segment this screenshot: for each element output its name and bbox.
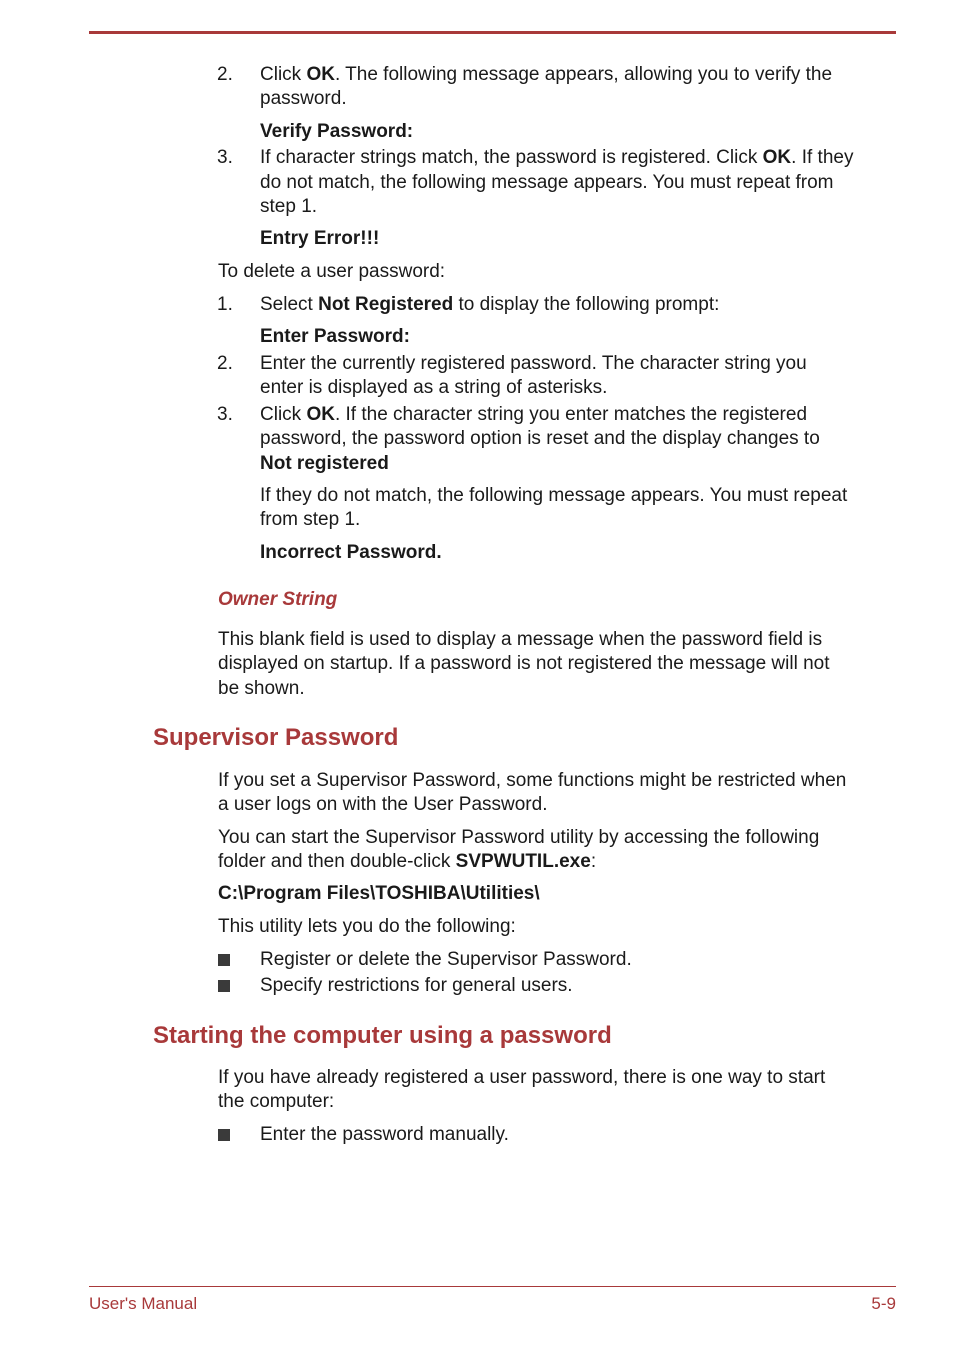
paragraph: This blank field is used to display a message when the password field is xyxy=(218,629,823,650)
step-text: do not match, the following message appears. You must repeat from xyxy=(260,172,834,193)
footer-title: User's Manual xyxy=(89,1294,198,1313)
step-text: Select Not Registered to display the following prompt: xyxy=(260,294,720,315)
step-text: If character strings match, the password is registered. Click OK. If they xyxy=(260,147,854,168)
step-text: step 1. xyxy=(260,196,318,217)
section-heading: Starting the computer using a password xyxy=(153,1022,612,1049)
message-text: Incorrect Password. xyxy=(260,542,442,563)
paragraph: This utility lets you do the following: xyxy=(218,916,516,937)
bullet-square-icon xyxy=(218,1129,230,1141)
paragraph: You can start the Supervisor Password utility by accessing the following xyxy=(218,827,820,848)
paragraph: the computer: xyxy=(218,1091,335,1112)
list-number: 3. xyxy=(217,404,233,425)
step-text: password. xyxy=(260,88,347,109)
list-number: 1. xyxy=(217,294,233,315)
step-text: Click OK. If the character string you enter matches the registered xyxy=(260,404,808,425)
message-text: Entry Error!!! xyxy=(260,228,380,249)
list-number: 3. xyxy=(217,147,233,168)
paragraph: from step 1. xyxy=(260,509,361,530)
step-text: Not registered xyxy=(260,453,389,474)
paragraph: If they do not match, the following message appears. You must repeat xyxy=(260,485,848,506)
step-text: Enter the currently registered password. The character string you xyxy=(260,353,807,374)
message-text: Verify Password: xyxy=(260,121,414,142)
list-item: Register or delete the Supervisor Password. xyxy=(260,949,632,970)
paragraph: folder and then double-click SVPWUTIL.exe: xyxy=(218,851,597,872)
paragraph: If you have already registered a user password, there is one way to start xyxy=(218,1067,826,1088)
subsection-heading: Owner String xyxy=(218,589,338,610)
section-heading: Supervisor Password xyxy=(153,724,399,751)
step-text: enter is displayed as a string of asterisks. xyxy=(260,377,608,398)
footer-rule xyxy=(89,1286,896,1287)
paragraph: displayed on startup. If a password is not registered the message will not xyxy=(218,653,830,674)
list-item: Enter the password manually. xyxy=(260,1124,509,1145)
message-text: Enter Password: xyxy=(260,326,410,347)
header-rule xyxy=(89,31,896,34)
bullet-square-icon xyxy=(218,980,230,992)
paragraph: be shown. xyxy=(218,678,305,699)
step-text: Click OK. The following message appears, allowing you to verify the xyxy=(260,64,833,85)
folder-path: C:\Program Files\TOSHIBA\Utilities\ xyxy=(218,883,540,904)
paragraph: To delete a user password: xyxy=(218,261,446,282)
paragraph: If you set a Supervisor Password, some functions might be restricted when xyxy=(218,770,847,791)
step-text: password, the password option is reset and the display changes to xyxy=(260,428,820,449)
list-number: 2. xyxy=(217,64,233,85)
page-number: 5-9 xyxy=(871,1294,896,1313)
list-item: Specify restrictions for general users. xyxy=(260,975,573,996)
bullet-square-icon xyxy=(218,954,230,966)
paragraph: a user logs on with the User Password. xyxy=(218,794,548,815)
list-number: 2. xyxy=(217,353,233,374)
